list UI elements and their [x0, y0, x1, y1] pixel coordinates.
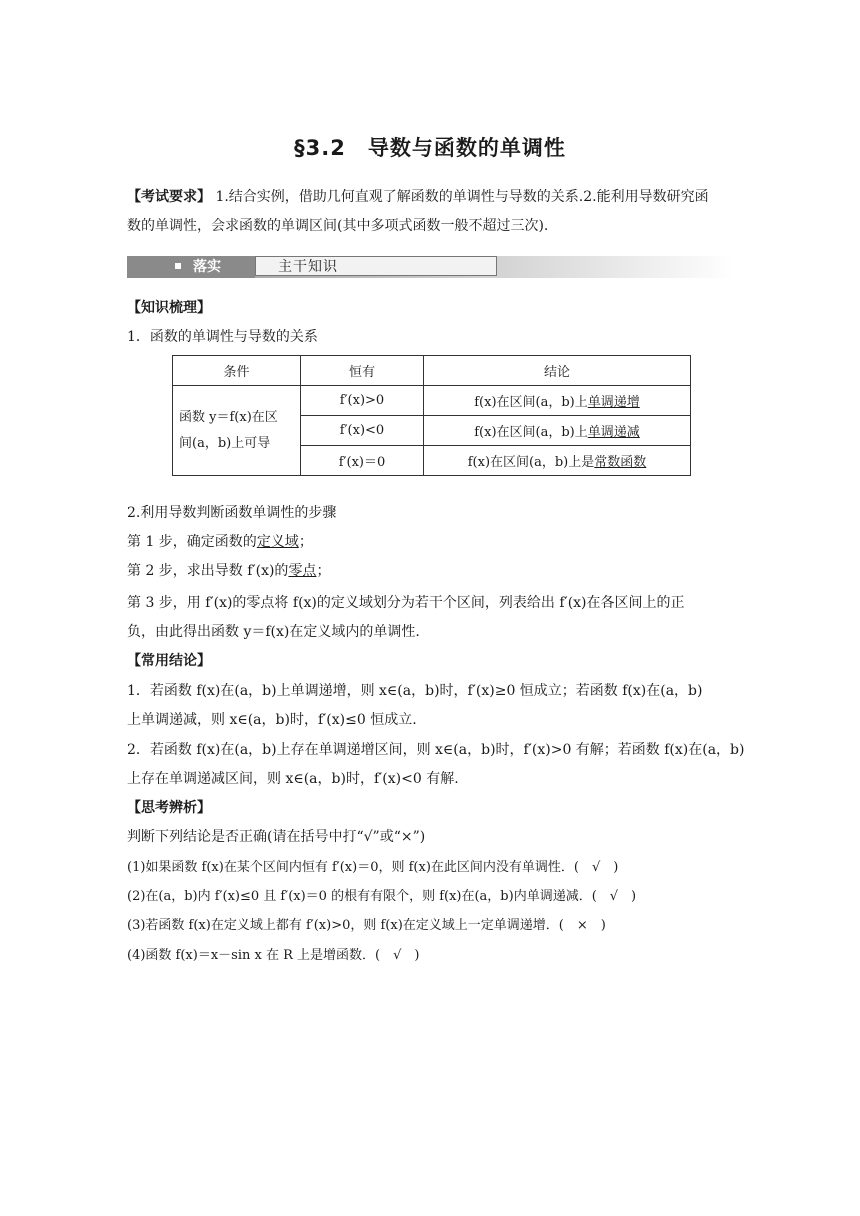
knowledge-item-1: 1．函数的单调性与导数的关系: [127, 329, 318, 345]
step-2-prefix: 第 2 步，求出导数 f′(x)的: [127, 563, 289, 579]
conclusion-2-line-2: 上存在单调递减区间，则 x∈(a，b)时，f′(x)<0 有解.: [127, 771, 459, 787]
conclusion-1-line-2: 上单调递减，则 x∈(a，b)时，f′(x)≤0 恒成立.: [127, 712, 417, 728]
page-title: §3.2 导数与函数的单调性: [294, 136, 566, 160]
step-3-line-1: 第 3 步，用 f′(x)的零点将 f(x)的定义域划分为若干个区间，列表给出 f′(x)在各区间上的正: [127, 595, 685, 611]
conclusion-key: 单调递增: [587, 395, 640, 410]
conclusion-prefix: f(x)在区间(a，b)上: [474, 425, 588, 440]
table-conclusion-constant: [424, 446, 691, 476]
judgment-item: (3)若函数 f(x)在定义域上都有 f′(x)>0，则 f(x)在定义域上一定单调递增．( × ): [127, 918, 606, 933]
requirements-line-1: [127, 183, 737, 212]
judgment-item: (4)函数 f(x)＝x－sin x 在 R 上是增函数．( √ ): [127, 948, 420, 963]
banner-dark-label: [127, 256, 255, 278]
table-header-always: 恒有: [301, 356, 424, 386]
requirements-line-2: 数的单调性，会求函数的单调区间(其中多项式函数一般不超过三次).: [127, 218, 549, 234]
thinking-heading: 【思考辨析】: [127, 800, 211, 816]
conclusion-1-line-1: 1．若函数 f(x)在(a，b)上单调递增，则 x∈(a，b)时，f′(x)≥0 恒成立；若函数 f(x)在(a，b): [127, 683, 703, 699]
step-1-key: 定义域: [256, 534, 299, 550]
condition-line-2: 间(a，b)上可导: [179, 435, 271, 451]
judgment-item: (2)在(a，b)内 f′(x)≤0 且 f′(x)＝0 的根有有限个，则 f(x)在(a，b)内单调递减．( √ ): [127, 889, 637, 904]
conclusion-key: 常数函数: [594, 455, 647, 470]
knowledge-item-2: 2.利用导数判断函数单调性的步骤: [127, 505, 337, 521]
step-1-prefix: 第 1 步，确定函数的: [127, 534, 257, 550]
table-derivative-zero: f′(x)＝0: [301, 446, 424, 476]
thinking-intro: 判断下列结论是否正确(请在括号中打“√”或“×”): [127, 829, 426, 845]
table-header-condition: 条件: [173, 356, 301, 386]
conclusions-heading: 【常用结论】: [127, 653, 211, 669]
step-2-suffix: ；: [316, 563, 331, 579]
table-conclusion-increasing: [424, 386, 691, 416]
banner-dark-text: 落实: [193, 259, 221, 275]
table-header-conclusion: 结论: [424, 356, 691, 386]
conclusion-prefix: f(x)在区间(a，b)上是: [467, 455, 595, 470]
requirements-label: 【考试要求】: [127, 189, 211, 205]
step-1-suffix: ；: [298, 534, 313, 550]
section-banner: [127, 256, 735, 278]
step-1: [127, 528, 737, 557]
requirements-text-1: 1.结合实例，借助几何直观了解函数的单调性与导数的关系.2.能利用导数研究函: [215, 189, 709, 205]
square-bullet-icon: [175, 263, 181, 269]
condition-line-1: 函数 y＝f(x)在区: [179, 409, 278, 425]
step-3-line-2: 负，由此得出函数 y＝f(x)在定义域内的单调性.: [127, 624, 420, 640]
conclusion-key: 单调递减: [587, 425, 640, 440]
banner-light-label: 主干知识: [255, 256, 497, 276]
table-derivative-negative: f′(x)<0: [301, 416, 424, 446]
table-derivative-positive: f′(x)>0: [301, 386, 424, 416]
judgment-item: (1)如果函数 f(x)在某个区间内恒有 f′(x)＝0，则 f(x)在此区间内没有单调性．( √ ): [127, 860, 619, 875]
table-condition-cell: [173, 386, 301, 476]
conclusion-prefix: f(x)在区间(a，b)上: [474, 395, 588, 410]
step-2-key: 零点: [288, 563, 317, 579]
knowledge-heading: 【知识梳理】: [127, 300, 211, 316]
table-conclusion-decreasing: [424, 416, 691, 446]
step-2: [127, 557, 737, 586]
derivative-table: [172, 355, 691, 476]
conclusion-2-line-1: 2．若函数 f(x)在(a，b)上存在单调递增区间，则 x∈(a，b)时，f′(x)>0 有解；若函数 f(x)在(a，b): [127, 742, 745, 758]
